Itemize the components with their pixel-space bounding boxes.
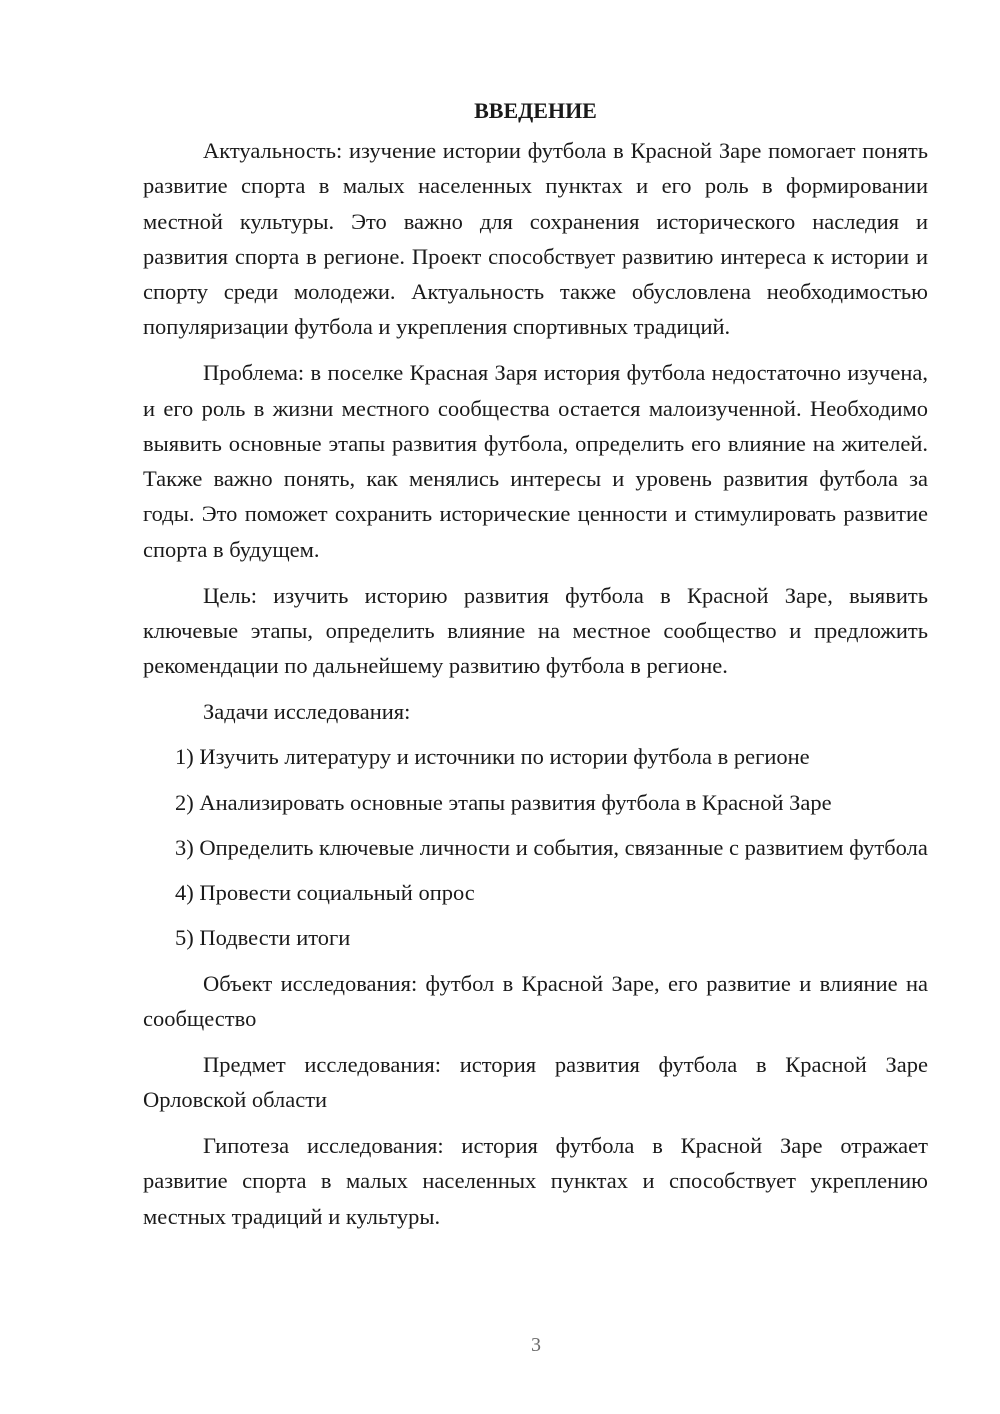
task-item-3: 3) Определить ключевые личности и события, связанные с развитием футбола bbox=[175, 834, 928, 860]
task-item-2: 2) Анализировать основные этапы развития футбола в Красной Заре bbox=[175, 789, 832, 815]
section-title: ВВЕДЕНИЕ bbox=[474, 98, 597, 123]
paragraph-hypothesis: Гипотеза исследования: история футбола в Красной Заре отражает развитие спорта в малых населенных пунктах и способствует укреплению местных традиций и культуры. bbox=[143, 1132, 928, 1229]
paragraph-problem: Проблема: в поселке Красная Заря история футбола недостаточно изучена, и его роль в жизни местного сообщества остается малоизученной. Необходимо выявить основные этапы развития футбола, определить его влияние на жителей. Также важно понять, как менялись интересы и уровень развития футбола за годы. Это поможет сохранить исторические ценности и стимулировать развитие спорта в будущем. bbox=[143, 360, 928, 562]
paragraph-subject: Предмет исследования: история развития футбола в Красной Заре Орловской области bbox=[143, 1051, 928, 1113]
paragraph-relevance: Актуальность: изучение истории футбола в Красной Заре помогает понять развитие спорта в малых населенных пунктах и его роль в формировании местной культуры. Это важно для сохранения исторического наследия и развития спорта в регионе. Проект способствует развитию интереса к истории и спорту среди молодежи. Актуальность также обусловлена необходимостью популяризации футбола и укрепления спортивных традиций. bbox=[143, 138, 928, 340]
tasks-heading: Задачи исследования: bbox=[203, 698, 411, 724]
paragraph-goal: Цель: изучить историю развития футбола в Красной Заре, выявить ключевые этапы, определить влияние на местное сообщество и предложить рекомендации по дальнейшему развитию футбола в регионе. bbox=[143, 582, 928, 679]
task-item-5: 5) Подвести итоги bbox=[175, 925, 351, 951]
task-item-4: 4) Провести социальный опрос bbox=[175, 880, 475, 906]
paragraph-object: Объект исследования: футбол в Красной Заре, его развитие и влияние на сообщество bbox=[143, 970, 928, 1032]
document-page bbox=[143, 93, 928, 1244]
task-item-1: 1) Изучить литературу и источники по истории футбола в регионе bbox=[175, 744, 810, 770]
page-number: 3 bbox=[531, 1334, 541, 1356]
